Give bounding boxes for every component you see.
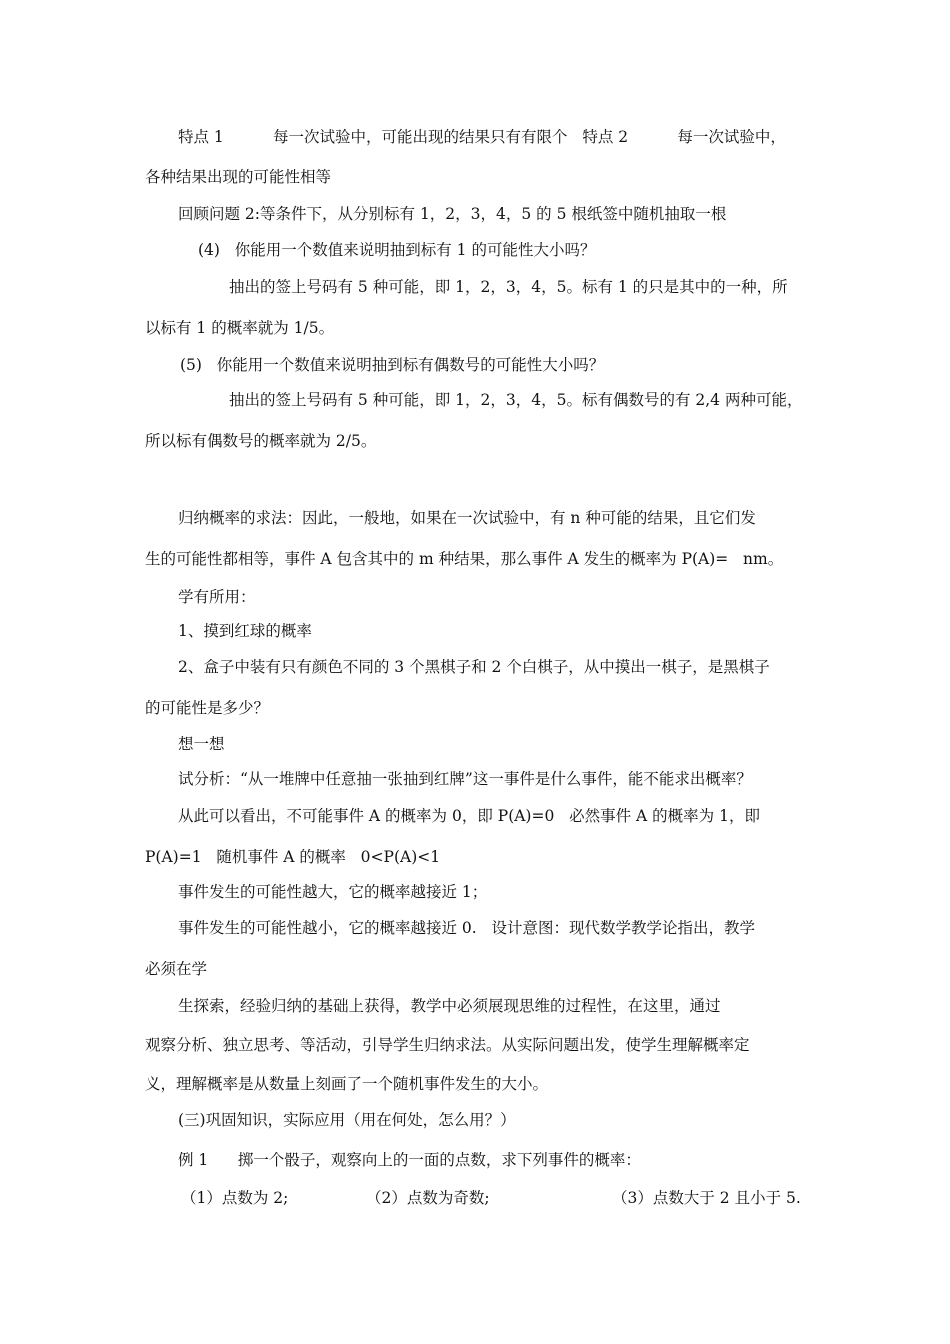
text-line: 生的可能性都相等，事件 A 包含其中的 m 种结果，那么事件 A 发生的概率为 P(A)= nm。 [145, 550, 784, 568]
text-line: 生探索，经验归纳的基础上获得，教学中必须展现思维的过程性，在这里，通过 [178, 997, 721, 1015]
text-line: 归纳概率的求法：因此，一般地，如果在一次试验中，有 n 种可能的结果，且它们发 [178, 509, 756, 527]
text-line: 抽出的签上号码有 5 种可能，即 1，2，3，4，5。标有 1 的只是其中的一种，所 [229, 278, 788, 296]
text-line: 回顾问题 2:等条件下，从分别标有 1，2，3，4，5 的 5 根纸签中随机抽取一根 [178, 205, 727, 223]
section-heading: 学有所用： [178, 588, 256, 606]
text-line: 各种结果出现的可能性相等 [145, 168, 332, 186]
section-heading: (三)巩固知识，实际应用（用在何处，怎么用？） [178, 1111, 516, 1129]
text-line: 所以标有偶数号的概率就为 2/5。 [145, 432, 377, 450]
case-3: （3）点数大于 2 且小于 5. [612, 1189, 801, 1207]
text-line: P(A)=1 随机事件 A 的概率 0<P(A)<1 [145, 848, 441, 866]
question-5: (5) 你能用一个数值来说明抽到标有偶数号的可能性大小吗？ [180, 356, 605, 374]
text-line: 必须在学 [145, 960, 208, 978]
section-heading: 想一想 [178, 735, 225, 753]
text-line: 的可能性是多少？ [145, 699, 270, 717]
text-line: 以标有 1 的概率就为 1/5。 [145, 319, 335, 337]
case-1: （1）点数为 2; [181, 1189, 289, 1207]
list-item: 1、摸到红球的概率 [178, 622, 312, 640]
text-line: 事件发生的可能性越小，它的概率越接近 0. 设计意图：现代数学教学论指出，教学 [178, 919, 755, 937]
text-line: 试分析：“从一堆牌中任意抽一张抽到红牌”这一事件是什么事件，能不能求出概率？ [178, 770, 752, 788]
text-line: 特点 1 每一次试验中，可能出现的结果只有有限个 特点 2 每一次试验中， [178, 128, 786, 146]
text-line: 义，理解概率是从数量上刻画了一个随机事件发生的大小。 [145, 1075, 549, 1093]
text-line: 事件发生的可能性越大，它的概率越接近 1； [178, 883, 488, 901]
text-line: 观察分析、独立思考、等活动，引导学生归纳求法。从实际问题出发，使学生理解概率定 [145, 1036, 750, 1054]
case-2: （2）点数为奇数; [366, 1189, 490, 1207]
question-4: (4) 你能用一个数值来说明抽到标有 1 的可能性大小吗？ [198, 241, 596, 259]
text-line: 从此可以看出，不可能事件 A 的概率为 0，即 P(A)=0 必然事件 A 的概率为 1，即 [178, 807, 760, 825]
example-heading: 例 1 掷一个骰子，观察向上的一面的点数，求下列事件的概率： [178, 1151, 641, 1169]
list-item: 2、盒子中装有只有颜色不同的 3 个黑棋子和 2 个白棋子，从中摸出一棋子，是黑棋子 [178, 658, 770, 676]
text-line: 抽出的签上号码有 5 种可能，即 1，2，3，4，5。标有偶数号的有 2,4 两种可能， [229, 391, 803, 409]
